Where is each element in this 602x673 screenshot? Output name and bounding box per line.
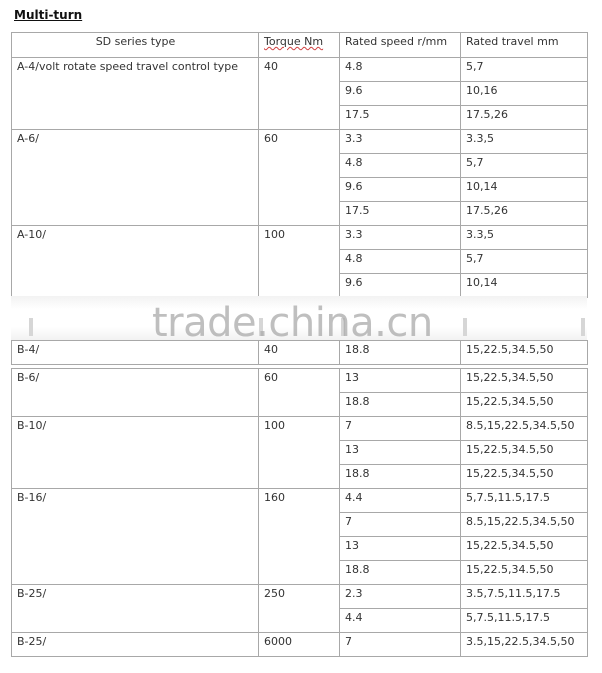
rated-travel-cell: 8.5,15,22.5,34.5,50 [460, 512, 588, 537]
torque-cell: 6000 [258, 632, 340, 657]
rated-travel-cell: 15,22.5,34.5,50 [460, 464, 588, 489]
rated-travel-cell: 5,7 [460, 57, 588, 82]
rated-speed-cell: 18.8 [339, 340, 461, 365]
watermark-text: trade.china.cn [152, 300, 433, 346]
rated-travel-cell: 10,16 [460, 81, 588, 106]
series-type-cell: B-25/ [11, 584, 259, 633]
series-type-cell: B-6/ [11, 368, 259, 417]
rated-travel-cell: 5,7 [460, 153, 588, 178]
torque-cell: 100 [258, 416, 340, 489]
rated-speed-cell: 17.5 [339, 105, 461, 130]
series-type-cell: A-10/ [11, 225, 259, 298]
torque-cell: 160 [258, 488, 340, 585]
series-type-cell: A-4/volt rotate speed travel control type [11, 57, 259, 130]
torque-cell: 60 [258, 368, 340, 417]
torque-cell: 250 [258, 584, 340, 633]
rated-travel-cell: 3.3,5 [460, 129, 588, 154]
rated-speed-cell: 13 [339, 536, 461, 561]
rated-travel-cell: 5,7.5,11.5,17.5 [460, 488, 588, 513]
rated-travel-cell: 5,7 [460, 249, 588, 274]
rated-speed-cell: 3.3 [339, 129, 461, 154]
rated-travel-cell: 8.5,15,22.5,34.5,50 [460, 416, 588, 441]
header-rated-travel: Rated travel mm [460, 32, 588, 58]
rated-travel-cell: 10,14 [460, 177, 588, 202]
rated-speed-cell: 7 [339, 512, 461, 537]
rated-travel-cell: 10,14 [460, 273, 588, 298]
torque-cell: 100 [258, 225, 340, 298]
rated-speed-cell: 7 [339, 632, 461, 657]
rated-speed-cell: 9.6 [339, 177, 461, 202]
torque-cell: 40 [258, 57, 340, 130]
series-type-cell: B-16/ [11, 488, 259, 585]
rated-speed-cell: 4.8 [339, 57, 461, 82]
rated-speed-cell: 18.8 [339, 464, 461, 489]
rated-travel-cell: 3.5,15,22.5,34.5,50 [460, 632, 588, 657]
rated-speed-cell: 9.6 [339, 273, 461, 298]
rated-travel-cell: 15,22.5,34.5,50 [460, 440, 588, 465]
series-type-cell: B-25/ [11, 632, 259, 657]
rated-speed-cell: 13 [339, 440, 461, 465]
rated-speed-cell: 17.5 [339, 201, 461, 226]
series-type-cell: A-6/ [11, 129, 259, 226]
rated-speed-cell: 4.4 [339, 488, 461, 513]
rated-speed-cell: 18.8 [339, 392, 461, 417]
series-type-cell: B-10/ [11, 416, 259, 489]
rated-travel-cell: 17.5,26 [460, 201, 588, 226]
rated-speed-cell: 2.3 [339, 584, 461, 609]
rated-speed-cell: 4.8 [339, 249, 461, 274]
page-title: Multi-turn [14, 8, 83, 22]
rated-travel-cell: 15,22.5,34.5,50 [460, 536, 588, 561]
rated-speed-cell: 18.8 [339, 560, 461, 585]
torque-cell: 60 [258, 129, 340, 226]
rated-travel-cell: 15,22.5,34.5,50 [460, 392, 588, 417]
header-torque-label: Torque Nm [264, 35, 324, 48]
torque-cell: 40 [258, 340, 340, 365]
rated-speed-cell: 13 [339, 368, 461, 393]
rated-travel-cell: 17.5,26 [460, 105, 588, 130]
rated-speed-cell: 9.6 [339, 81, 461, 106]
series-type-cell: B-4/ [11, 340, 259, 365]
rated-speed-cell: 4.8 [339, 153, 461, 178]
rated-travel-cell: 3.3,5 [460, 225, 588, 250]
rated-travel-cell: 15,22.5,34.5,50 [460, 340, 588, 365]
header-rated-speed: Rated speed r/mm [339, 32, 461, 58]
rated-speed-cell: 3.3 [339, 225, 461, 250]
rated-travel-cell: 15,22.5,34.5,50 [460, 560, 588, 585]
rated-travel-cell: 15,22.5,34.5,50 [460, 368, 588, 393]
header-torque [258, 32, 340, 58]
header-series-type: SD series type [11, 32, 259, 58]
rated-travel-cell: 5,7.5,11.5,17.5 [460, 608, 588, 633]
rated-speed-cell: 4.4 [339, 608, 461, 633]
rated-speed-cell: 7 [339, 416, 461, 441]
rated-travel-cell: 3.5,7.5,11.5,17.5 [460, 584, 588, 609]
